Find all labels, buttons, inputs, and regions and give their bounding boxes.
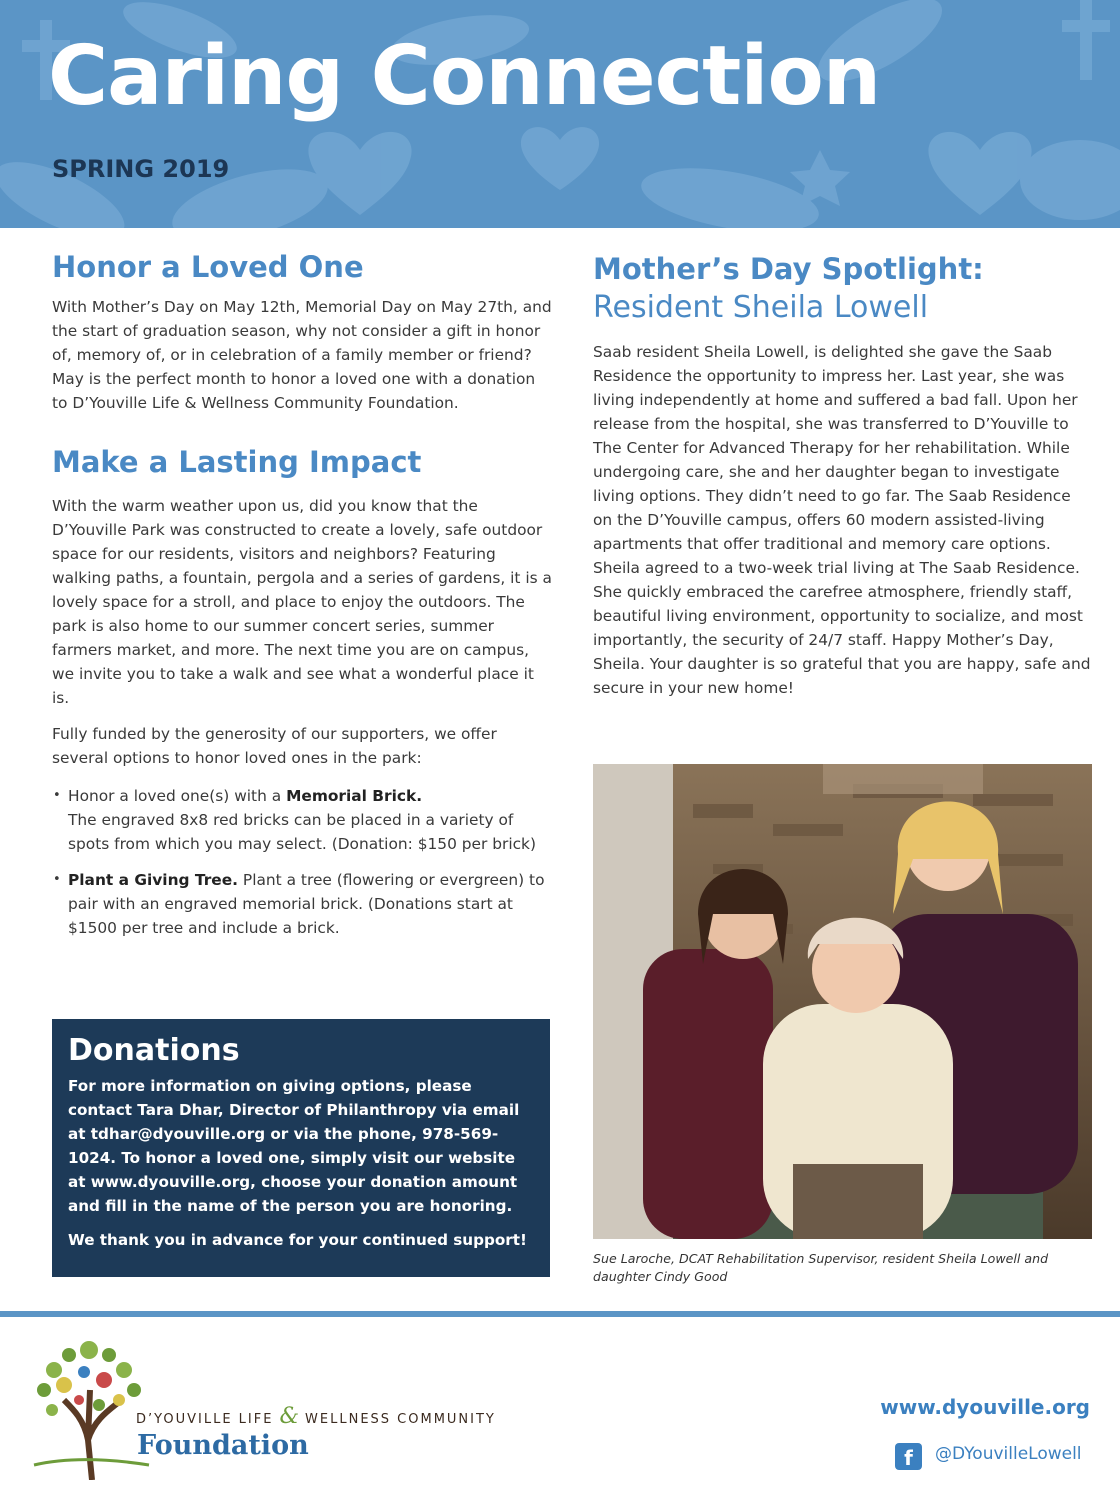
honor-heading: Honor a Loved One	[52, 250, 364, 284]
right-column	[593, 252, 1093, 700]
bullet-bold: Memorial Brick.	[286, 786, 423, 805]
donations-text: For more information on giving options, please contact Tara Dhar, Director of Philanthropy via email at	[68, 1077, 520, 1143]
facebook-handle-link[interactable]: @DYouvilleLowell	[935, 1444, 1082, 1464]
bullet-bold: Plant a Giving Tree.	[68, 870, 239, 889]
bullet-text: The engraved 8x8 red bricks can be placed in a variety of spots from which you may select. (Donation: $150 per brick)	[68, 810, 536, 853]
donations-heading: Donations	[68, 1033, 240, 1068]
foundation-name-line	[136, 1404, 496, 1429]
spotlight-subheading: Resident Sheila Lowell	[593, 289, 929, 325]
resident-photo	[593, 764, 1092, 1239]
donations-box	[52, 1019, 550, 1277]
impact-body-2: Fully funded by the generosity of our supporters, we offer several options to honor loved ones in the park:	[52, 724, 497, 767]
park-options-list	[52, 784, 552, 940]
newsletter-title: Caring Connection	[48, 29, 881, 124]
foundation-tree-logo	[24, 1330, 154, 1480]
honor-body: With Mother’s Day on May 12th, Memorial Day on May 27th, and the start of graduation season, why not consider a gift in honor of, memory of, or in celebration of a family member or friend? May is the perfect month to honor a loved one with a donation to D’Youville Life & Wellness Community Foundation.	[52, 297, 552, 412]
facebook-icon[interactable]: f	[895, 1443, 922, 1470]
donations-text: , choose your donation amount and fill in the name of the person you are honoring.	[68, 1173, 518, 1215]
bullet-text: Honor a loved one(s) with a	[68, 786, 287, 805]
footer-divider	[0, 1311, 1120, 1317]
spotlight-body: Saab resident Sheila Lowell, is delighted she gave the Saab Residence the opportunity to impress her. Last year, she was living independently at home and suffered a bad fall. Upon her release from the hospital, she was transferred to D’Youville to The Center for Advanced Therapy for her rehabilitation. While undergoing care, she and her daughter began to investigate living options. They didn’t need to go far. The Saab Residence on the D’Youville campus, offers 60 modern assisted-living apartments that offer traditional and memory care options. Sheila agreed to a two-week trial living at The Saab Residence. She quickly embraced the carefree atmosphere, friendly staff, beautiful living environment, opportunity to socialize, and most importantly, the security of 24/7 staff. Happy Mother’s Day, Sheila. Your daughter is so grateful that you are happy, safe and secure in your new home!	[593, 343, 1091, 698]
email-link[interactable]: tdhar@dyouville.org	[90, 1125, 266, 1143]
foundation-wordmark: Foundation	[137, 1430, 309, 1461]
org-name-left: D’YOUVILLE LIFE	[136, 1412, 274, 1427]
list-item	[52, 784, 552, 856]
photo-caption: Sue Laroche, DCAT Rehabilitation Supervisor, resident Sheila Lowell and daughter Cindy Good	[593, 1251, 1049, 1284]
org-ampersand: &	[279, 1404, 300, 1429]
header-banner	[0, 0, 1120, 228]
org-name-right: WELLNESS COMMUNITY	[305, 1412, 496, 1427]
impact-heading: Make a Lasting Impact	[52, 444, 422, 479]
donations-text: or via the phone,	[265, 1125, 423, 1143]
impact-body: With the warm weather upon us, did you know that the D’Youville Park was constructed to create a lovely, safe outdoor space for our residents, visitors and neighbors? Featuring walking paths, a fountain, pergola and a series of gardens, it is a lovely space for a stroll, and place to enjoy the outdoors. The park is also home to our summer concert series, summer farmers market, and more. The next time you are on campus, we invite you to take a walk and see what a wonderful place it is.	[52, 496, 552, 707]
website-link[interactable]: www.dyouville.org	[90, 1173, 251, 1191]
footer-website-link[interactable]: www.dyouville.org	[880, 1395, 1090, 1419]
issue-label: SPRING 2019	[52, 155, 230, 183]
phone-number[interactable]: 978-569-1024	[68, 1125, 499, 1167]
bullet-text: Plant a tree (flowering or evergreen) to pair with an engraved memorial brick. (Donations start at $1500 per tree and include a brick.	[68, 870, 545, 937]
left-column	[52, 250, 552, 952]
photo-illustration	[593, 764, 1092, 1239]
donations-thanks: We thank you in advance for your continued support!	[68, 1231, 527, 1249]
donations-text: . To honor a loved one, simply visit our website at	[68, 1149, 516, 1191]
donations-body	[68, 1074, 534, 1218]
list-item	[52, 868, 552, 940]
spotlight-heading: Mother’s Day Spotlight:	[593, 252, 984, 286]
